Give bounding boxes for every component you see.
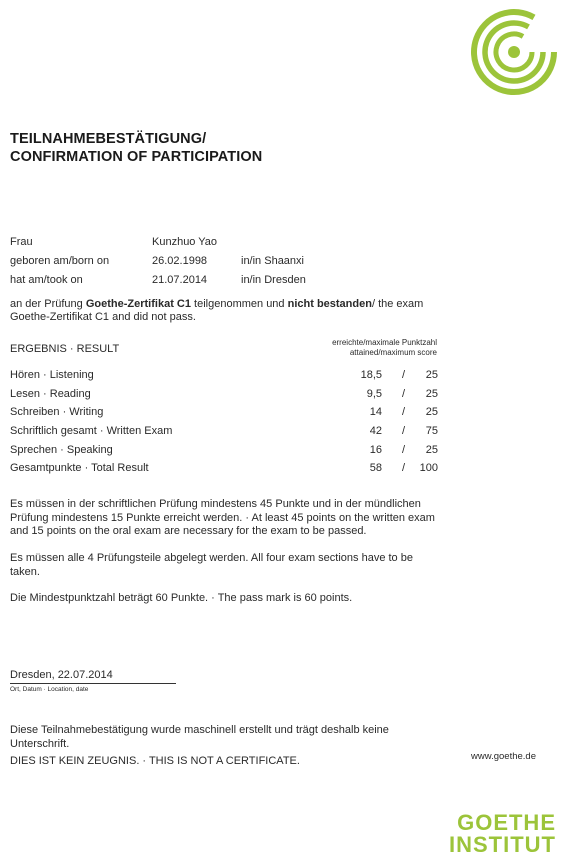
result-row-separator: / [402,406,406,418]
result-row-max: 75 [425,425,438,437]
statement-line2: Goethe-Zertifikat C1 and did not pass. [10,311,196,323]
result-row-attained: 16 [369,444,382,456]
place-date: Dresden, 22.07.2014 [10,669,113,681]
statement-part2: teilgenommen und [190,298,288,310]
result-row-label: Schreiben · Writing [10,406,104,418]
result-row-label: Hören · Listening [10,369,94,381]
exam-name: Goethe-Zertifikat C1 [85,298,191,310]
wordmark-line2: INSTITUT [449,832,556,857]
born-date: 26.02.1998 [152,255,208,267]
machine-generated-note: Diese Teilnahmebestätigung wurde maschinell erstellt und trägt deshalb keine Unterschrift. [10,724,389,750]
sections-note: Es müssen alle 4 Prüfungsteile abgelegt werden. All four exam sections have to be taken. [10,552,413,578]
result-row-separator: / [402,462,406,474]
result-row-attained: 9,5 [366,388,382,400]
place-date-caption: Ort, Datum · Location, date [10,686,89,693]
result-row-max: 25 [425,369,438,381]
result-row-label: Gesamtpunkte · Total Result [10,462,149,474]
statement-line1 [10,298,423,310]
candidate-name: Kunzhuo Yao [152,236,218,248]
signature-line [10,683,176,684]
goethe-logo-icon [468,6,560,98]
result-row-label: Schriftlich gesamt · Written Exam [10,425,173,437]
exam-outcome: nicht bestanden [287,298,372,310]
document-title-line1: TEILNAHMEBESTÄTIGUNG/ [10,131,207,147]
result-row-max: 25 [425,388,438,400]
result-row-attained: 18,5 [360,369,382,381]
score-header-line2: attained/maximum score [349,348,437,357]
results-label: ERGEBNIS · RESULT [10,343,120,355]
result-row-separator: / [402,388,406,400]
born-label: geboren am/born on [10,255,110,267]
statement-part3: / the exam [371,298,424,310]
statement-part1: an der Prüfung [10,298,86,310]
pass-mark-note: Die Mindestpunktzahl beträgt 60 Punkte. · The pass mark is 60 points. [10,592,353,604]
result-row-separator: / [402,444,406,456]
result-row-label: Sprechen · Speaking [10,444,113,456]
result-row-separator: / [402,425,406,437]
result-row-separator: / [402,369,406,381]
took-label: hat am/took on [10,274,83,286]
salutation: Frau [10,236,33,248]
result-row-max: 100 [419,462,438,474]
document-title-line2: CONFIRMATION OF PARTICIPATION [10,149,263,165]
wordmark-line1: GOETHE [457,810,556,835]
goethe-institut-wordmark [449,812,556,856]
result-row-attained: 14 [369,406,382,418]
took-date: 21.07.2014 [152,274,208,286]
result-row-max: 25 [425,406,438,418]
website-link[interactable]: www.goethe.de [471,751,536,762]
requirements-note: Es müssen in der schriftlichen Prüfung mindestens 45 Punkte und in der mündlichen Prüfung mindestens 15 Punkte erreicht werden. · At least 45 points on the written exam and 15 points on the oral exam are necessary for the exam to be passed. [10,498,435,537]
result-row-label: Lesen · Reading [10,388,91,400]
result-row-attained: 58 [369,462,382,474]
result-row-attained: 42 [369,425,382,437]
result-row-max: 25 [425,444,438,456]
score-header-line1: erreichte/maximale Punktzahl [332,338,437,347]
not-certificate-notice: DIES IST KEIN ZEUGNIS. · THIS IS NOT A CERTIFICATE. [10,755,300,767]
born-place: in/in Shaanxi [241,255,304,267]
took-place: in/in Dresden [241,274,306,286]
